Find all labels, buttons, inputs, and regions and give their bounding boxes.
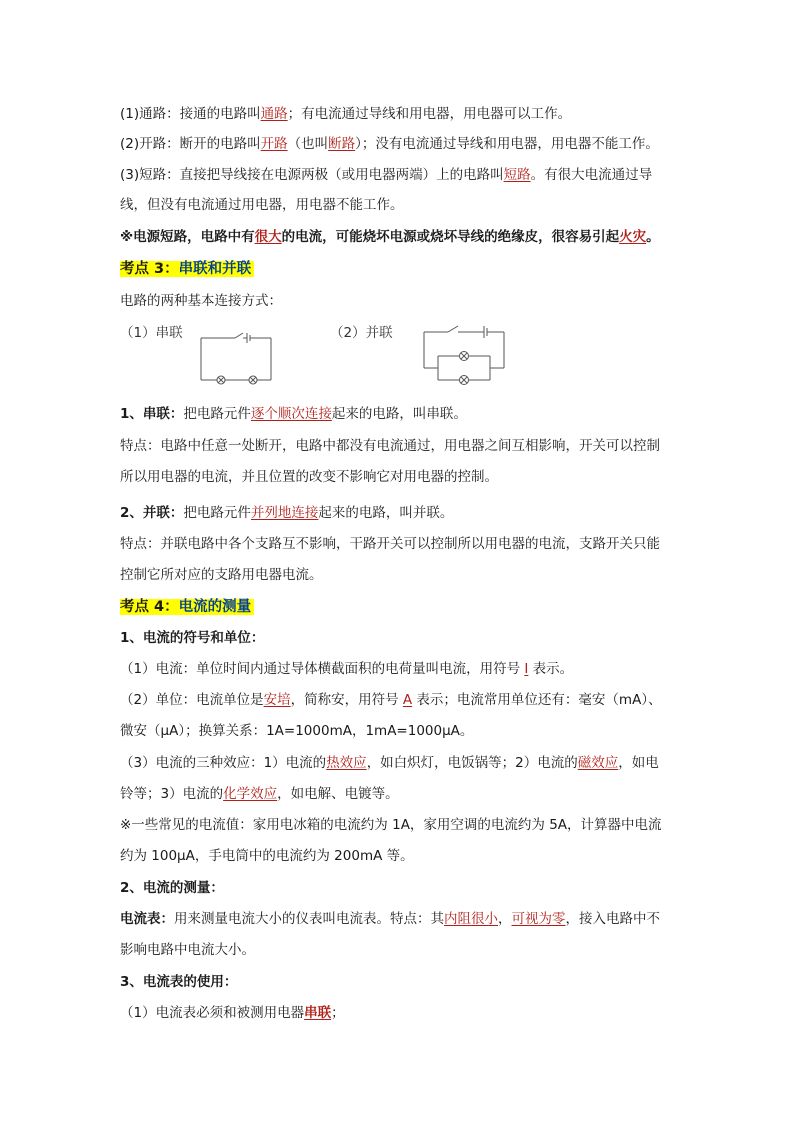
short-circuit-note: ※电源短路，电路中有很大的电流，可能烧坏电源或烧坏导线的绝缘皮，很容易引起火灾。 [120, 229, 660, 245]
topic4-heading: 考点 4：电流的测量 [120, 597, 254, 617]
term-open-circuit: 开路 [260, 136, 288, 152]
short-circuit-line: (3)短路：直接把导线接在电源两极（或用电器两端）上的电路叫短路。有很大电流通过导 [120, 167, 653, 183]
series-circuit-diagram [195, 330, 285, 390]
topic3-intro: 电路的两种基本连接方式： [120, 293, 282, 309]
parallel-definition: 2、并联：把电路元件并列地连接起来的电路，叫并联。 [120, 505, 454, 521]
section-ammeter-usage: 3、电流表的使用： [120, 974, 238, 990]
topic4-title: 电流的测量 [178, 599, 252, 615]
ammeter-line-1: 电流表：用来测量电流大小的仪表叫电流表。特点：其内阻很小，可视为零，接入电路中不 [120, 911, 660, 927]
current-unit-line-1: （2）单位：电流单位是安培，简称安，用符号 A 表示；电流常用单位还有：毫安（mA）、 [120, 692, 662, 708]
term-ampere: 安培 [263, 692, 291, 708]
term-regarded-zero: 可视为零 [511, 911, 566, 927]
current-effects-line-1: （3）电流的三种效应：1）电流的热效应，如白炽灯，电饭锅等；2）电流的磁效应，如电 [120, 755, 659, 771]
closed-circuit-line: (1)通路：接通的电路叫通路；有电流通过导线和用电器，用电器可以工作。 [120, 106, 572, 122]
topic3-heading: 考点 3：串联和并联 [120, 259, 254, 279]
series-diagram-label: （1）串联 [120, 325, 183, 341]
ammeter-line-2: 影响电路中电流大小。 [120, 942, 255, 958]
series-definition: 1、串联：把电路元件逐个顺次连接起来的电路，叫串联。 [120, 406, 467, 422]
parallel-switch-icon [448, 326, 458, 332]
term-magnetic-effect: 磁效应 [577, 755, 619, 771]
term-fire: 火灾 [619, 229, 647, 245]
current-unit-line-2: 微安（μA）；换算关系：1A=1000mA，1mA=1000μA。 [120, 723, 474, 739]
topic3-title: 串联和并联 [178, 261, 252, 277]
term-series: 串联 [304, 1005, 332, 1021]
section-current-symbol-unit: 1、电流的符号和单位： [120, 630, 265, 646]
series-feature-line-2: 所以用电器的电流，并且位置的改变不影响它对用电器的控制。 [120, 469, 498, 485]
term-symbol-i: I [524, 661, 529, 677]
term-large-current: 很大 [254, 229, 282, 245]
parallel-feature-line-1: 特点：并联电路中各个支路互不影响，干路开关可以控制所以用电器的电流，支路开关只能 [120, 536, 660, 552]
current-definition: （1）电流：单位时间内通过导体横截面积的电荷量叫电流，用符号 I 表示。 [120, 661, 574, 677]
term-heating-effect: 热效应 [326, 755, 367, 771]
common-current-line-1: ※一些常见的电流值：家用电冰箱的电流约为 1A，家用空调的电流约为 5A，计算器中电流 [120, 817, 662, 833]
term-low-resistance: 内阻很小 [444, 911, 498, 927]
ammeter-usage-1: （1）电流表必须和被测用电器串联； [120, 1005, 345, 1021]
term-parallel-connection: 并列地连接 [250, 505, 319, 521]
parallel-diagram-label: （2）并联 [330, 325, 393, 341]
term-series-connection: 逐个顺次连接 [250, 406, 332, 422]
common-current-line-2: 约为 100μA，手电筒中的电流约为 200mA 等。 [120, 848, 414, 864]
term-short-circuit: 短路 [503, 167, 531, 183]
term-symbol-a: A [402, 692, 413, 708]
open-circuit-line: (2)开路：断开的电路叫开路（也叫断路）；没有电流通过导线和用电器，用电器不能工作。 [120, 136, 659, 152]
series-feature-line-1: 特点：电路中任意一处断开，电路中都没有电流通过，用电器之间互相影响，开关可以控制 [120, 438, 660, 454]
term-chemical-effect: 化学效应 [223, 786, 278, 802]
current-effects-line-2: 铃等；3）电流的化学效应，如电解、电镀等。 [120, 786, 399, 802]
term-closed-circuit: 通路 [260, 106, 288, 122]
section-current-measurement: 2、电流的测量： [120, 880, 224, 896]
short-circuit-line-2: 线，但没有电流通过用电器，用电器不能工作。 [120, 197, 404, 213]
parallel-circuit-diagram [418, 322, 518, 392]
series-switch-icon [235, 333, 243, 338]
term-broken-circuit: 断路 [328, 136, 356, 152]
parallel-feature-line-2: 控制它所对应的支路用电器电流。 [120, 567, 323, 583]
